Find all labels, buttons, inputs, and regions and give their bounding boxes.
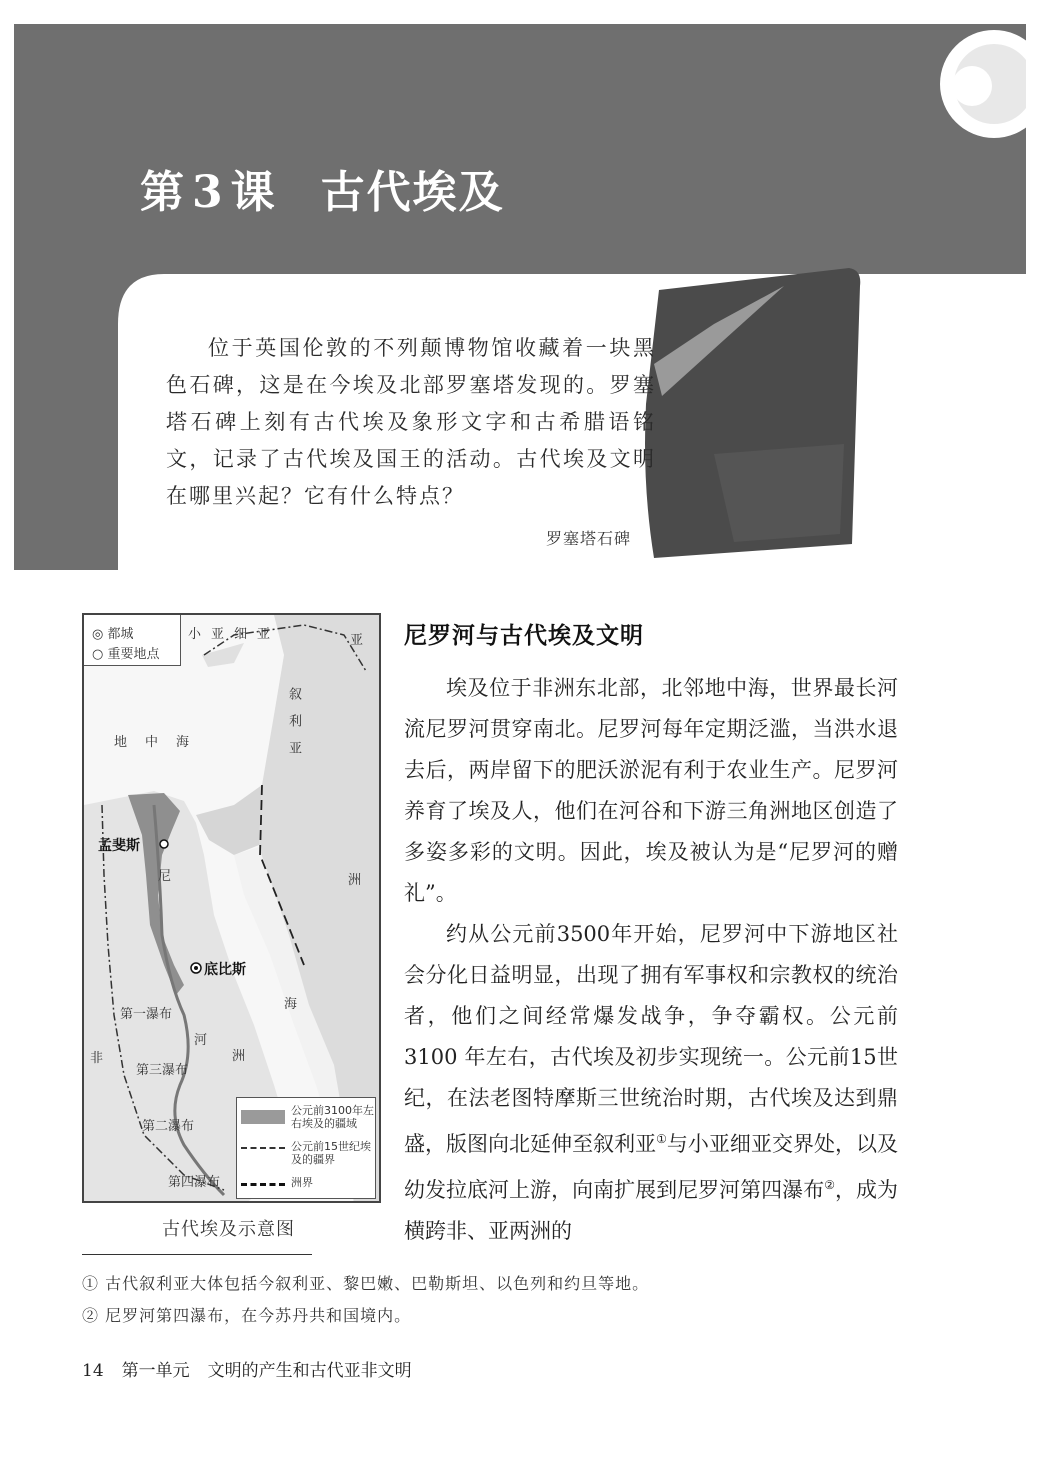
place-symbol-icon: ○ [92,647,104,662]
lesson-suffix: 课 [230,167,277,218]
section-heading: 尼罗河与古代埃及文明 [404,623,644,649]
memphis-marker [160,840,168,848]
footnote-1: ① 古代叙利亚大体包括今叙利亚、黎巴嫩、巴勒斯坦、以色列和约旦等地。 [82,1274,650,1293]
label-africa-2: 洲 [232,1049,246,1064]
page-number: 14 [82,1361,104,1381]
label-red-sea: 海 [284,997,298,1012]
label-mediterranean: 地中海 [114,735,208,750]
unit-title: 文明的产生和古代亚非文明 [207,1361,412,1381]
paragraph-2-part-a: 约从公元前3500年开始，尼罗河中下游地区社会分化日益明显，出现了拥有军事权和宗教权的统治者，他们之间经常爆发战争，争夺霸权。公元前 3100 年左右，古代埃及初步实现统一。公元前15世纪，在法老图特摩斯三世统治时期，古代埃及达到鼎盛，版图向北延伸至叙利亚 [404,922,898,1156]
legend-capital-label: 都城 [107,627,134,642]
legend-text-continent: 洲界 [291,1176,313,1189]
paragraph-2-part-c: ，成为横跨非、亚两洲的 [404,1178,899,1243]
label-thebes: 底比斯 [204,962,246,978]
label-cataract-3: 第三瀑布 [136,1063,189,1078]
map-legend-bottom [236,1097,376,1199]
label-africa-1: 非 [90,1051,104,1066]
map-legend-top [84,615,181,666]
rosetta-stone-image [645,268,860,558]
body-paragraph-1 [404,668,898,914]
unit-label: 第一单元 [121,1361,190,1381]
label-asia-minor: 小亚细亚 [188,627,281,642]
paragraph-unification [404,914,898,1252]
body-paragraph-2 [404,914,898,1252]
legend-capital [92,623,134,642]
footnote-2: ② 尼罗河第四瀑布，在今苏丹共和国境内。 [82,1306,412,1325]
label-asia: 洲 [348,873,362,888]
lesson-prefix: 第 [140,167,186,218]
lesson-title [140,156,505,220]
legend-swatch-border [241,1147,285,1149]
legend-place-label: 重要地点 [107,647,160,662]
label-cataract-1: 第一瀑布 [120,1007,173,1022]
capital-symbol-icon: ◎ [92,627,104,642]
legend-swatch-continent [241,1183,285,1186]
lesson-name: 古代埃及 [320,167,505,218]
footnote-divider [82,1254,312,1255]
label-nile-2: 河 [194,1033,208,1048]
legend-text-border: 公元前15世纪埃及的疆界 [291,1140,371,1166]
stone-caption: 罗塞塔石碑 [546,529,632,548]
intro-paragraph: 位于英国伦敦的不列颠博物馆收藏着一块黑色石碑，这是在今埃及北部罗塞塔发现的。罗塞塔石碑上刻有古代埃及象形文字和古希腊语铭文，记录了古代埃及国王的活动。古代埃及文明在哪里兴起？它有什么特点？ [166,336,656,508]
legend-swatch-territory [241,1110,285,1124]
label-syria: 叙利亚 [286,687,301,768]
label-memphis: 孟斐斯 [98,838,140,854]
page-footer [82,1356,430,1381]
ancient-egypt-map [82,613,381,1203]
label-asia-corner: 亚 [350,633,364,648]
footnote-ref-1: ① [656,1132,667,1146]
paragraph-2-part-b: 与小亚细亚交界处，以及幼发拉底河上游，向南扩展到尼罗河第四瀑布 [404,1132,899,1202]
label-cataract-4: 第四瀑布 [168,1175,221,1190]
label-nile-1: 尼 [158,869,172,884]
lesson-number: 3 [192,167,225,218]
legend-place [92,643,160,662]
paragraph-nile: 埃及位于非洲东北部，北邻地中海，世界最长河流尼罗河贯穿南北。尼罗河每年定期泛滥，当洪水退去后，两岸留下的肥沃淤泥有利于农业生产。尼罗河养育了埃及人，他们在河谷和下游三角洲地区创造了多姿多彩的文明。因此，埃及被认为是“尼罗河的赠礼”。 [404,676,898,905]
footnote-ref-2: ② [824,1178,835,1192]
legend-text-territory: 公元前3100年左右埃及的疆域 [291,1104,374,1130]
label-cataract-2: 第二瀑布 [142,1119,195,1134]
map-caption: 古代埃及示意图 [162,1219,295,1240]
